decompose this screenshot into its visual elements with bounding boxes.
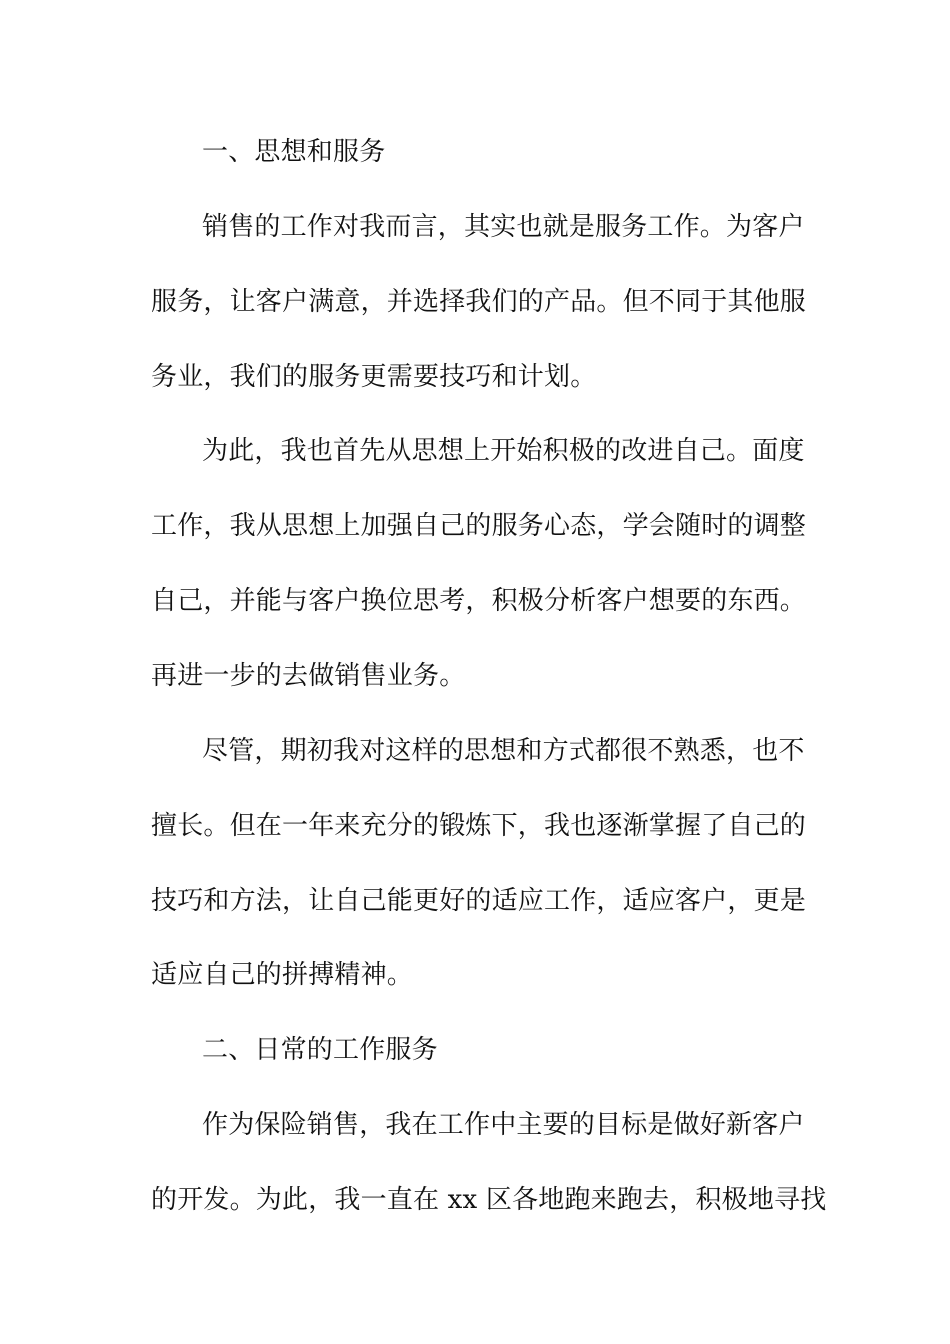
paragraph-line: 尽管，期初我对这样的思想和方式都很不熟悉，也不 (202, 736, 805, 766)
paragraph-line: 务业，我们的服务更需要技巧和计划。 (151, 362, 597, 392)
paragraph-line: 自己，并能与客户换位思考，积极分析客户想要的东西。 (151, 586, 807, 616)
paragraph-line: 技巧和方法，让自己能更好的适应工作，适应客户，更是 (151, 886, 807, 916)
paragraph-line: 的开发。为此，我一直在 xx 区各地跑来跑去，积极地寻找 (151, 1185, 827, 1215)
paragraph-line: 适应自己的拼搏精神。 (151, 960, 414, 990)
paragraph-line: 销售的工作对我而言，其实也就是服务工作。为客户 (202, 212, 805, 242)
paragraph-line: 再进一步的去做销售业务。 (151, 661, 466, 691)
paragraph-line: 为此，我也首先从思想上开始积极的改进自己。面度 (202, 436, 805, 466)
paragraph-line: 工作，我从思想上加强自己的服务心态，学会随时的调整 (151, 511, 807, 541)
section-heading-1: 一、思想和服务 (202, 137, 386, 167)
paragraph-line: 擅长。但在一年来充分的锻炼下，我也逐渐掌握了自己的 (151, 811, 807, 841)
paragraph-line: 作为保险销售，我在工作中主要的目标是做好新客户 (202, 1110, 805, 1140)
section-heading-2: 二、日常的工作服务 (202, 1035, 438, 1065)
paragraph-line: 服务，让客户满意，并选择我们的产品。但不同于其他服 (151, 287, 807, 317)
